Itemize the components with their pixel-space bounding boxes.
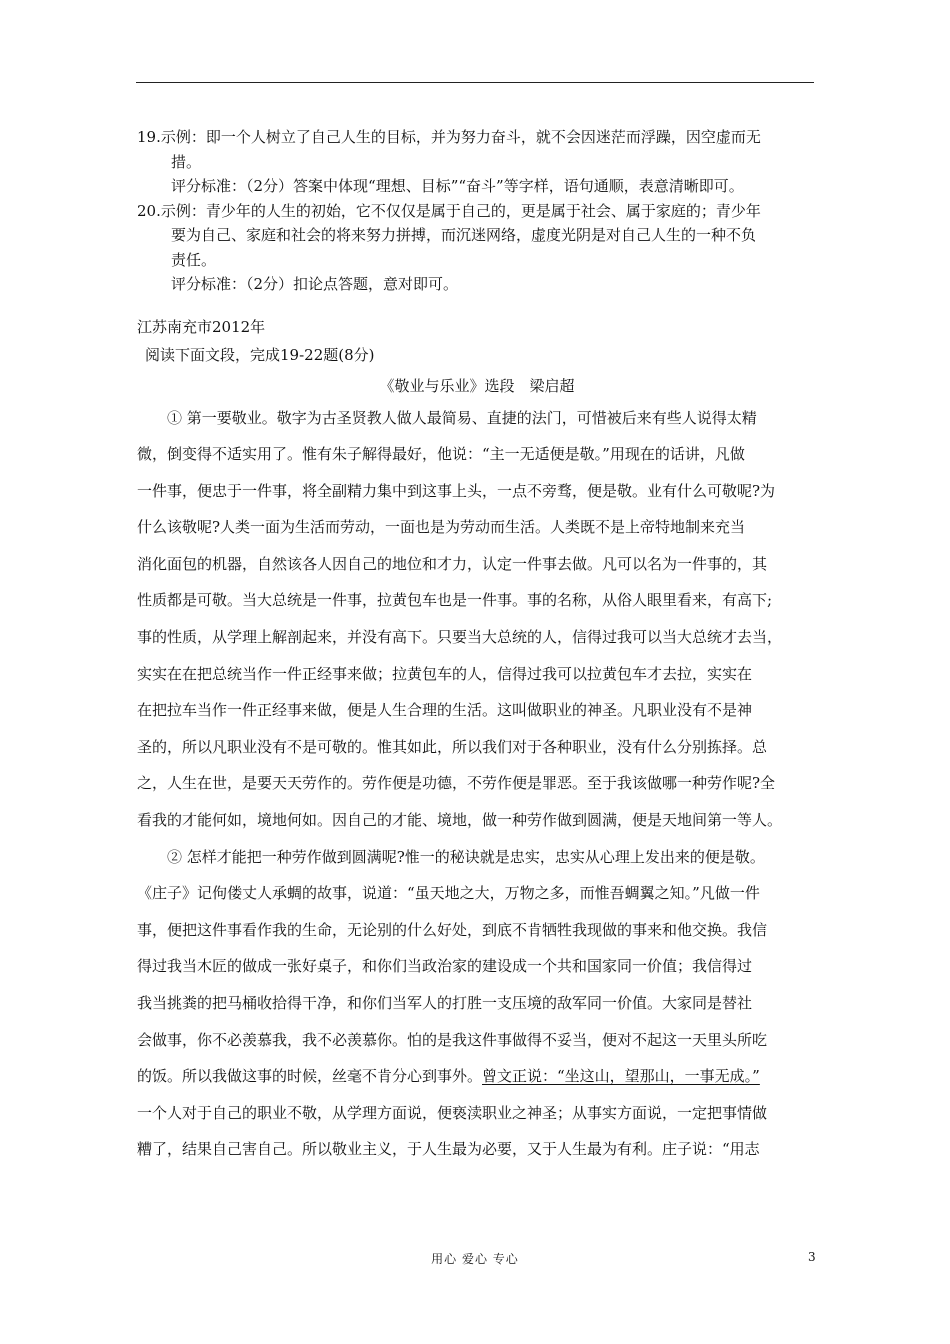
header-rule — [136, 82, 814, 83]
passage-line: 一件事，便忠于一件事，将全副精力集中到这事上头，一点不旁骛，便是敬。业有什么可敬呢?为 — [137, 481, 776, 500]
answer-number: 19. — [137, 128, 161, 146]
answer-number: 20. — [137, 201, 161, 220]
answer-continuation: 措。 — [171, 152, 202, 171]
answer-first-line — [137, 199, 817, 224]
question-instruction: 阅读下面文段，完成19-22题(8分) — [145, 346, 375, 364]
passage-line: 看我的才能何如，境地何如。因自己的才能、境地，做一种劳作做到圆满，便是天地间第一等人。 — [137, 811, 783, 830]
answer-text: 示例：青少年的人生的初始，它不仅仅是属于自己的，更是属于社会、属于家庭的；青少年 — [160, 201, 761, 220]
answer-continuation: 责任。 — [171, 250, 217, 269]
passage-line: 《庄子》记佝偻丈人承蜩的故事，说道：“虽天地之大，万物之多，而惟吾蜩翼之知。”凡做一件 — [137, 884, 760, 903]
passage-line: 一个人对于自己的职业不敬，从学理方面说，便亵渎职业之神圣；从事实方面说，一定把事情做 — [137, 1103, 768, 1122]
passage-line: 消化面包的机器，自然该各人因自己的地位和才力，认定一件事去做。凡可以名为一件事的，其 — [137, 554, 768, 573]
answer-continuation: 要为自己、家庭和社会的将来努力拼搏，而沉迷网络，虚度光阴是对自己人生的一种不负 — [171, 226, 757, 244]
scoring-standard: 评分标准：（2分）答案中体现“理想、目标”“奋斗”等字样，语句通顺，表意清晰即可。 — [171, 177, 744, 195]
passage-line-text: 的饭。所以我做这事的时候，丝毫不肯分心到事外。 — [137, 1067, 483, 1086]
passage-line: 会做事，你不必羡慕我，我不必羡慕你。怕的是我这件事做得不妥当，便对不起这一天里头所吃 — [137, 1030, 768, 1049]
passage-line: 我当挑粪的把马桶收拾得干净，和你们当军人的打胜一支压境的敌军同一价值。大家同是替社 — [137, 994, 753, 1012]
exam-region-heading: 江苏南充市2012年 — [137, 317, 266, 336]
passage-title: 《敬业与乐业》选段 梁启超 — [379, 376, 575, 395]
answer-20 — [137, 199, 817, 297]
underlined-quote: 曾文正说：“坐这山，望那山，一事无成。” — [482, 1067, 760, 1086]
passage-line: 性质都是可敬。当大总统是一件事，拉黄包车也是一件事。事的名称，从俗人眼里看来，有高下; — [137, 591, 773, 610]
document-body — [137, 125, 817, 1168]
passage-line: 微，倒变得不适实用了。惟有朱子解得最好，他说：“主一无适便是敬。”用现在的话讲，凡做 — [137, 445, 745, 464]
passage-text — [137, 400, 817, 1168]
answer-19 — [137, 125, 817, 199]
footer-motto: 用心 爱心 专心 — [431, 1252, 519, 1266]
answer-text: 示例：即一个人树立了自己人生的目标，并为努力奋斗，就不会因迷茫而浮躁，因空虚而无 — [160, 128, 761, 146]
passage-line: 在把拉车当作一件正经事来做，便是人生合理的生活。这叫做职业的神圣。凡职业没有不是神 — [137, 701, 753, 720]
passage-line: 得过我当木匠的做成一张好桌子，和你们当政治家的建设成一个共和国家同一价值；我信得过 — [137, 957, 753, 976]
passage-line — [137, 1058, 817, 1095]
passage-line: 实实在在把总统当作一件正经事来做；拉黄包车的人，信得过我可以拉黄包车才去拉，实实在 — [137, 664, 753, 683]
passage-line: 之，人生在世，是要天天劳作的。劳作便是功德，不劳作便是罪恶。至于我该做哪一种劳作呢?全 — [137, 774, 776, 793]
scoring-standard: 评分标准：（2分）扣论点答题，意对即可。 — [171, 275, 459, 293]
passage-line: ① 第一要敬业。敬字为古圣贤教人做人最简易、直捷的法门，可惜被后来有些人说得太精 — [167, 408, 757, 427]
passage-line: 事的性质，从学理上解剖起来，并没有高下。只要当大总统的人，信得过我可以当大总统才去当， — [137, 628, 783, 647]
passage-line: 什么该敬呢?人类一面为生活而劳动，一面也是为劳动而生活。人类既不是上帝特地制来充当 — [137, 518, 746, 537]
passage-line: 糟了，结果自己害自己。所以敬业主义，于人生最为必要，又于人生最为有利。庄子说：“用志 — [137, 1140, 760, 1159]
passage-line: 圣的，所以凡职业没有不是可敬的。惟其如此，所以我们对于各种职业，没有什么分别拣择。总 — [137, 737, 768, 756]
answer-first-line — [137, 125, 817, 150]
passage-line: ② 怎样才能把一种劳作做到圆满呢?惟一的秘诀就是忠实，忠实从心理上发出来的便是敬。 — [167, 847, 765, 866]
passage-line: 事，便把这件事看作我的生命，无论别的什么好处，到底不肯牺牲我现做的事来和他交换。我信 — [137, 920, 768, 939]
page-number: 3 — [808, 1250, 816, 1264]
